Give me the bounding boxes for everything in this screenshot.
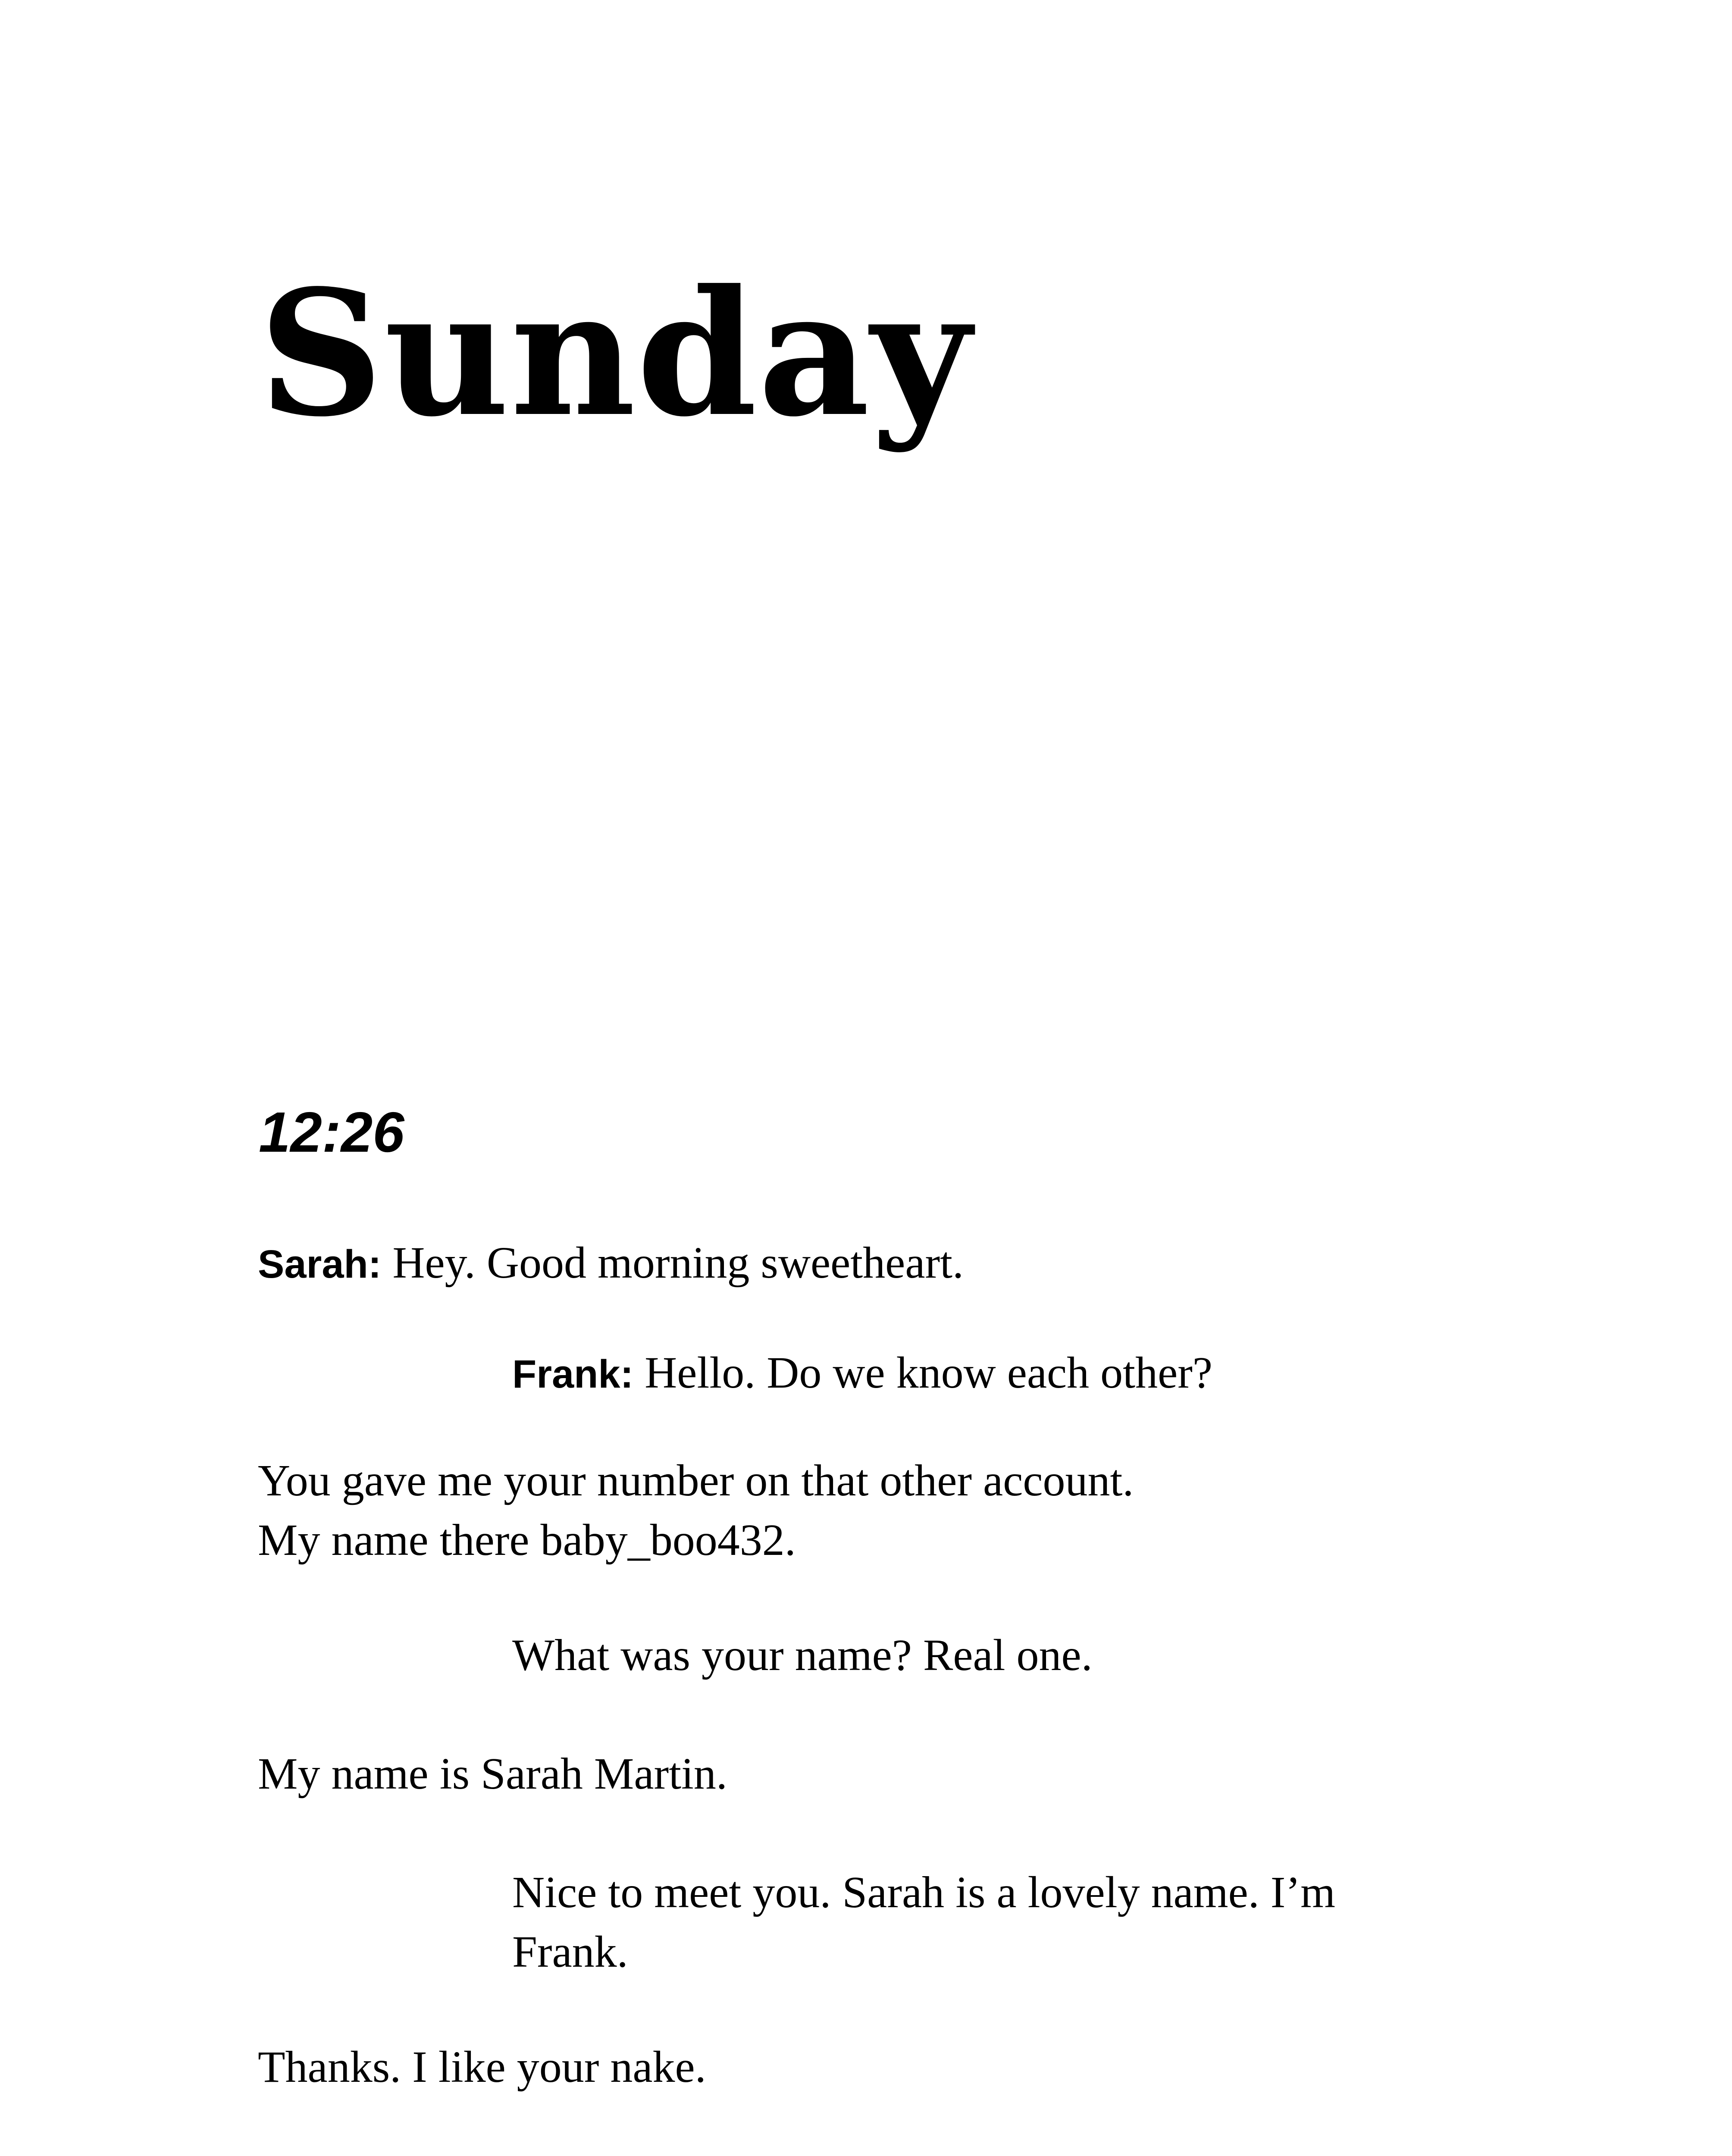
message-sarah-3 [258, 1744, 727, 1804]
message-text: Hello. Do we know each other? [645, 1348, 1213, 1398]
message-text: Thanks. I like your nake. [258, 2042, 706, 2092]
message-sarah-1 [258, 1233, 964, 1294]
message-line: Frank. [512, 1927, 628, 1977]
message-sarah-4 [258, 2037, 706, 2097]
message-sarah-2 [258, 1451, 1134, 1570]
message-frank-1 [512, 1343, 1212, 1404]
message-frank-3 [512, 1863, 1335, 1982]
message-text: What was your name? Real one. [512, 1630, 1093, 1680]
message-line: Nice to meet you. Sarah is a lovely name. I’m [512, 1868, 1335, 1917]
message-line: You gave me your number on that other account. [258, 1456, 1134, 1505]
message-frank-4 [512, 2154, 886, 2156]
sender-label: Sarah: [258, 1242, 382, 1286]
message-line: My name there baby_boo432. [258, 1515, 796, 1565]
message-text: My name is Sarah Martin. [258, 1749, 727, 1799]
message-text: Hey. Good morning sweetheart. [392, 1238, 964, 1288]
sender-label: Frank: [512, 1352, 634, 1396]
message-frank-2 [512, 1626, 1093, 1685]
chapter-title: Sunday [259, 252, 972, 455]
message-timestamp: 12:26 [259, 1100, 404, 1164]
